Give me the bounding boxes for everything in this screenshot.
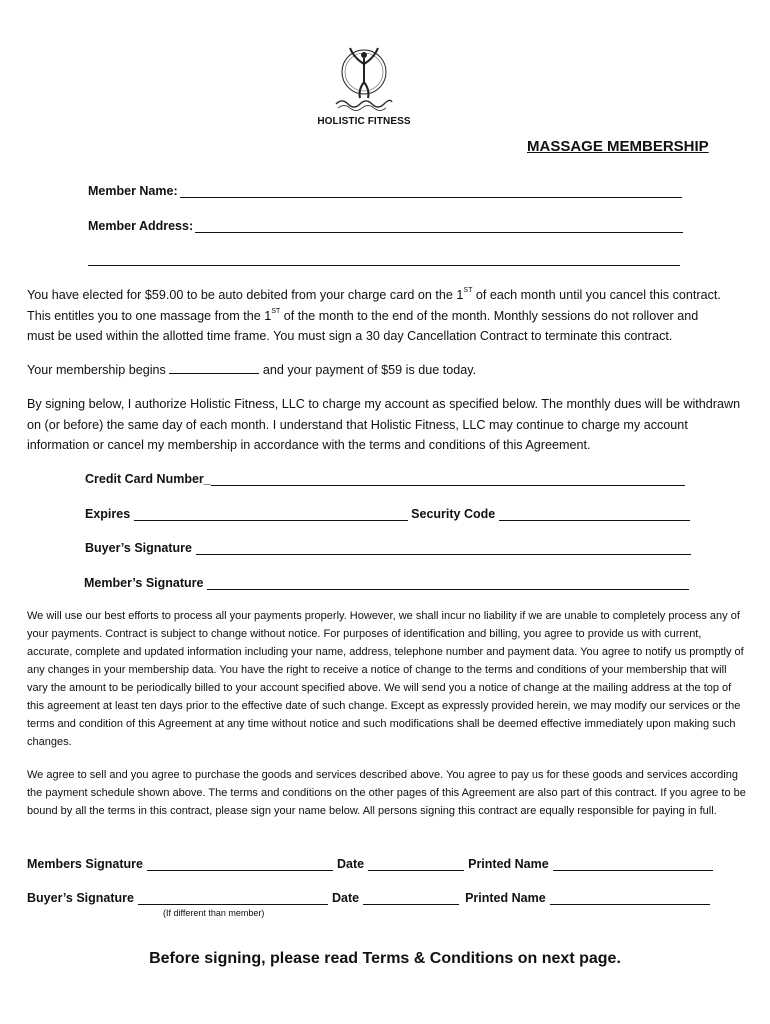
member-address-field[interactable] <box>195 220 683 233</box>
security-code-field[interactable] <box>499 508 690 521</box>
members-signature-bottom-row <box>27 857 713 871</box>
footer-notice: Before signing, please read Terms & Conditions on next page. <box>149 950 621 967</box>
begins-paragraph <box>27 360 747 381</box>
expires-row <box>85 507 690 521</box>
printed-name-label-2: Printed Name <box>465 891 546 905</box>
expires-label: Expires <box>85 507 131 521</box>
member-name-label: Member Name: <box>88 184 178 198</box>
credit-card-field[interactable] <box>211 473 685 486</box>
printed-name-field-2[interactable] <box>550 892 710 905</box>
different-than-member-note: (If different than member) <box>163 908 265 918</box>
printed-name-label: Printed Name <box>468 857 549 871</box>
members-signature-bottom-label: Members Signature <box>27 857 144 871</box>
debit-text-1: You have elected for $59.00 to be auto debited from your charge card on the 1 <box>27 288 464 302</box>
begin-date-field[interactable] <box>169 361 259 374</box>
members-signature-row <box>84 576 689 590</box>
buyers-signature-field[interactable] <box>196 542 691 555</box>
buyers-signature-row <box>85 541 691 555</box>
logo-text: HOLISTIC FITNESS <box>317 116 411 127</box>
member-address-line2-row <box>88 253 680 266</box>
printed-name-field[interactable] <box>553 858 713 871</box>
holistic-fitness-logo <box>316 38 412 130</box>
members-signature-bottom-field[interactable] <box>147 858 333 871</box>
debit-paragraph <box>27 285 747 347</box>
debit-text-3: This entitles you to one massage from the 1 <box>27 308 272 323</box>
date-label: Date <box>337 857 365 871</box>
members-signature-label: Member’s Signature <box>84 576 204 590</box>
page-title: MASSAGE MEMBERSHIP <box>527 138 709 155</box>
authorize-paragraph: By signing below, I authorize Holistic Fitness, LLC to charge my account as specified below. The monthly dues will be withdrawn on (or before) the same day of each month. I understand that Holistic Fitness, LLC may continue to charge my account information or cancel my membership in accordance with the terms and conditions of this Agreement. <box>27 397 741 452</box>
superscript-st: ST <box>463 287 473 294</box>
date-field-2[interactable] <box>363 892 459 905</box>
member-address-line2-field[interactable] <box>88 253 680 266</box>
terms-paragraph-2: We agree to sell and you agree to purchase the goods and services described above. You agree to pay us for these goods and services according the payment schedule shown above. The terms and conditions on the other pages of this Agreement are also part of this contract. If you agree to be bound by all the terms in this contract, please sign your name below. All persons signing this contract are equally responsible for paying in full. <box>27 769 746 817</box>
debit-text-5: must be used within the allotted time frame. You must sign a 30 day Cancellation Contract to terminate this contract. <box>27 329 673 343</box>
buyers-signature-label: Buyer’s Signature <box>85 541 192 555</box>
begins-text-1: Your membership begins <box>27 363 170 377</box>
expires-field[interactable] <box>134 508 408 521</box>
member-address-label: Member Address: <box>88 219 194 233</box>
debit-text-2: of each month until you cancel this contract. <box>472 288 721 302</box>
superscript-st-2: ST <box>271 307 281 315</box>
debit-text-4: of the month to the end of the month. Monthly sessions do not rollover and <box>280 308 699 323</box>
buyers-signature-bottom-row <box>27 891 710 905</box>
begins-text-2: and your payment of $59 is due today. <box>259 363 477 377</box>
date-field[interactable] <box>368 858 464 871</box>
credit-card-label: Credit Card Number_ <box>85 472 211 486</box>
member-name-row <box>88 184 682 198</box>
date-label-2: Date <box>331 891 360 905</box>
goddess-emblem-icon <box>334 38 394 114</box>
buyers-signature-bottom-label: Buyer’s Signature <box>27 891 134 905</box>
members-signature-field[interactable] <box>207 577 689 590</box>
terms-paragraph-1: We will use our best efforts to process all your payments properly. However, we shall incur no liability if we are unable to completely process any of your payments. Contract is subject to change without notice. For purposes of identification and billing, you agree to provide us with current, accurate, complete and updated information including your name, address, telephone number and payment data. You agree to notify us promptly of any changes in your membership data. You have the right to receive a notice of change to the terms and conditions of your membership that will vary the amount to be periodically billed to your account specified above. We will send you a notice of change at the mailing address at the top of this agreement at least ten days prior to the effective date of such change. Except as expressly provided herein, we may modify our services or the terms and condition of this Agreement at any time without notice and such modifications shall be deemed effective immediately upon making such changes. <box>27 610 744 748</box>
buyers-signature-bottom-field[interactable] <box>138 892 328 905</box>
security-code-label: Security Code <box>411 507 496 521</box>
member-name-field[interactable] <box>180 185 682 198</box>
member-address-row <box>88 219 683 233</box>
credit-card-row <box>85 472 685 486</box>
